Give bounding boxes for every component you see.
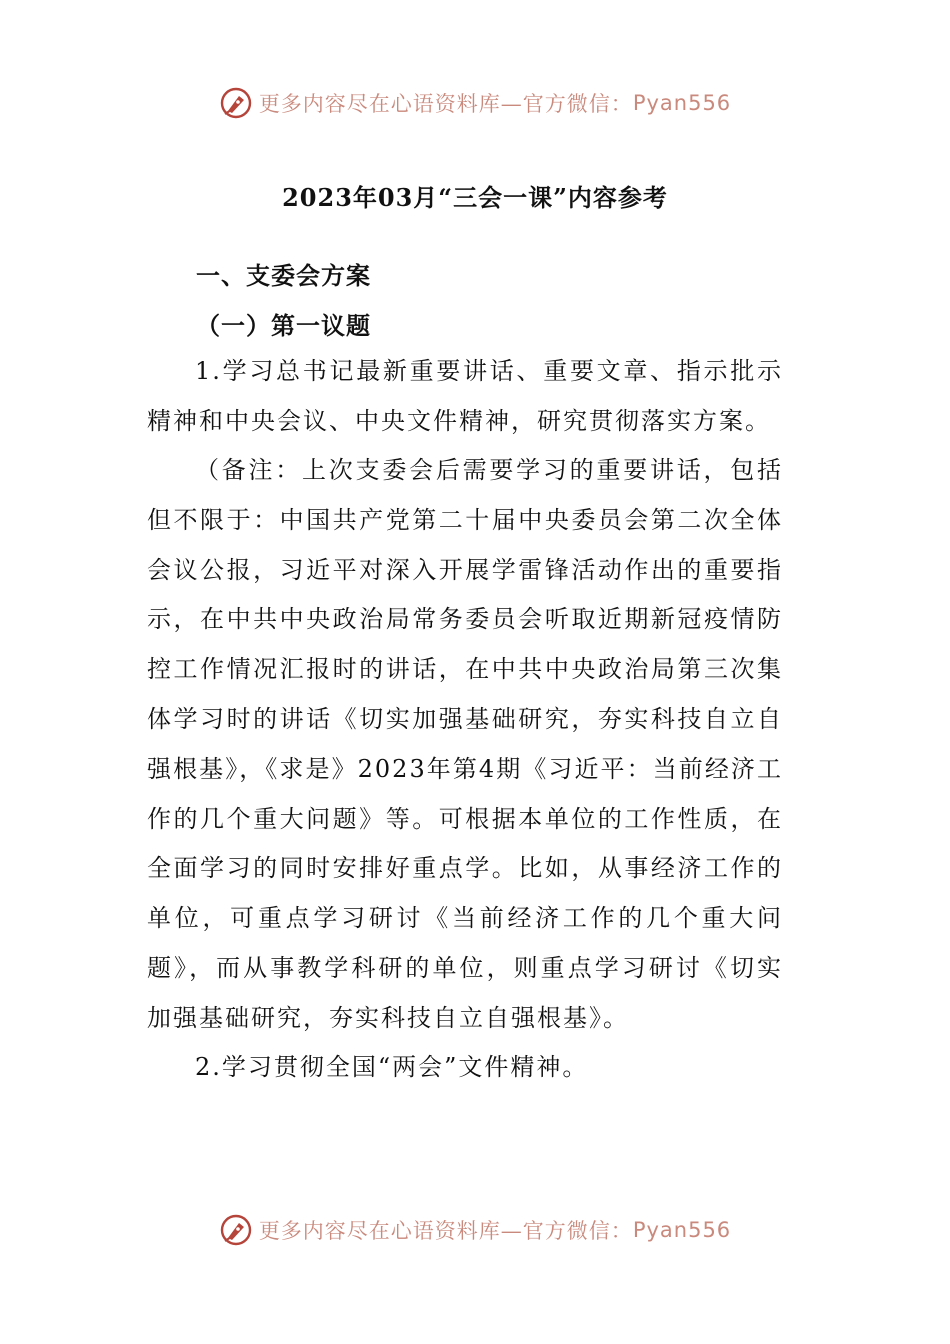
watermark-text: 更多内容尽在心语资料库—官方微信：	[258, 92, 633, 116]
section-heading: 一、支委会方案	[196, 261, 371, 290]
paragraph-1: 1.学习总书记最新重要讲话、重要文章、指示批示精神和中央会议、中央文件精神，研究贯彻落实方案。	[147, 357, 783, 435]
pen-nib-icon	[219, 86, 253, 120]
document-title: 2023年03月“三会一课”内容参考	[282, 183, 668, 212]
subsection-heading: （一）第一议题	[196, 311, 371, 340]
watermark-id: Pyan556	[632, 1218, 732, 1242]
paragraph-note: （备注：上次支委会后需要学习的重要讲话，包括但不限于：中国共产党第二十届中央委员会第二次全体会议公报，习近平对深入开展学雷锋活动作出的重要指示，在中共中央政治局常务委员会听取近期新冠疫情防控工作情况汇报时的讲话，在中共中央政治局第三次集体学习时的讲话《切实加强基础研究，夯实科技自立自强根基》，《求是》2023年第4期《习近平：当前经济工作的几个重大问题》等。可根据本单位的工作性质，在全面学习的同时安排好重点学。比如，从事经济工作的单位，可重点学习研讨《当前经济工作的几个重大问题》，而从事教学科研的单位，则重点学习研讨《切实加强基础研究，夯实科技自立自强根基》。	[147, 456, 783, 1032]
paragraph-2: 2.学习贯彻全国“两会”文件精神。	[195, 1053, 589, 1081]
pen-nib-icon	[219, 1213, 253, 1247]
footer-watermark	[0, 1213, 950, 1247]
watermark-id: Pyan556	[632, 91, 732, 115]
watermark-text: 更多内容尽在心语资料库—官方微信：	[258, 1219, 633, 1243]
header-watermark	[0, 86, 950, 120]
